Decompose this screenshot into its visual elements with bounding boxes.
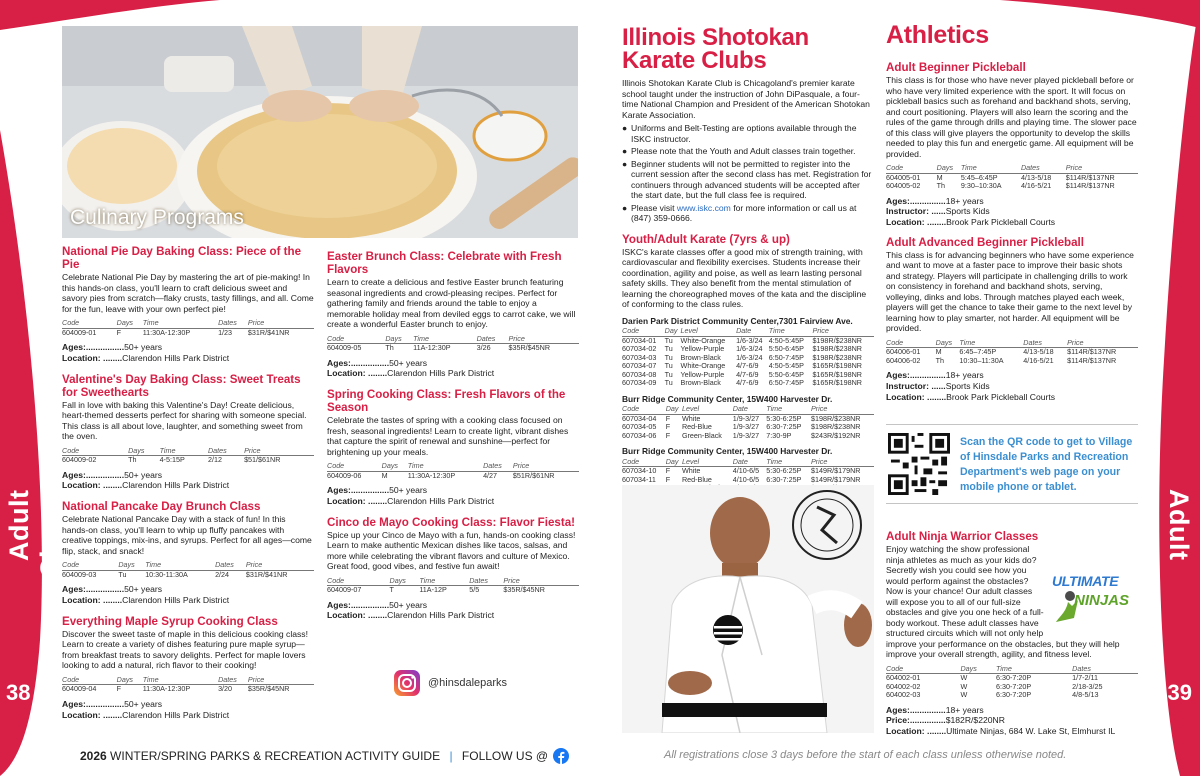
class-title: National Pie Day Baking Class: Piece of the Pie	[62, 245, 302, 271]
ninja-text-wrap	[886, 544, 1138, 660]
class-schedule-table: Code Days Time Dates Price 604009-07 T 11A-12P 5/5 $35R/$45NR	[327, 577, 579, 595]
class-description: Celebrate the tastes of spring with a cooking class focused on fresh, seasonal ingredients! Learn to create light, vibrant dishes that capture the spirit of renewal and sunshine—perfect for brightening up your meals.	[327, 415, 569, 457]
table-row: 607034-08 Tu Yellow-Purple 4/7-6/9 5:50-6:45P $165R/$198NR	[622, 369, 862, 379]
class-title: Valentine's Day Baking Class: Sweet Treats for Sweethearts	[62, 372, 301, 399]
table-row: 604009-03 Tu 10:30-11:30A 2/24 $31R/$41NR	[62, 569, 288, 579]
class-description: Learn to create a delicious and festive Easter brunch featuring seasonal ingredients and crowd-pleasing recipes. Perfect for gathering family and friends around the table to enjoy a memorable holiday meal from deviled eggs to carrot cake, we will create a wonderful Easter brunch to enjoy.	[327, 277, 576, 329]
class-description: This class is for those who have never played pickleball before or who have very limited experience with the sport. It will focus on pickleball basics such as forehand and backhand shots, serving, and court positioning. Players will also learn the scoring and the rules of the game through drills and playing time. The slower pace of this class will give players the opportunity to develop the skills needed to play this fun and energetic game. All equipment will be provided.	[886, 75, 1137, 159]
table-row: 607034-01 Tu White-Orange 1/6-3/24 4:50-5:45P $198R/$238NR	[622, 335, 862, 345]
left-side-band	[0, 0, 65, 776]
instagram-icon	[394, 670, 420, 696]
list-item: ● Beginner students will not be permitted to register into the current session after the second class has met. Registration for continuers through advanced students will be accepted after the start date, but the full class fee is required.	[622, 158, 872, 200]
class-title: Spring Cooking Class: Fresh Flavors of the Season	[327, 388, 566, 415]
ninja-logo-line2: NINJAS	[1074, 592, 1130, 609]
table-row: 604009-07 T 11A-12P 5/5 $35R/$45NR	[327, 585, 545, 595]
culinary-column-left	[62, 245, 314, 720]
karate-bullets	[622, 123, 874, 224]
table-row: 604002-03 W 6:30-7:20P 4/8-5/13	[886, 690, 1099, 699]
class-block	[327, 516, 579, 622]
table-row: 604005-01 M 5:45–6:45P 4/13-5/18 $114R/$137NR	[886, 172, 1115, 182]
karate-schedule-table: Code Day Level Date Time Price 607034-10 F White 4/10-6/5 5:30-6:25P $149R/$179NR 607034-11 F Red-Blue 4/10-6/5 6:30-7:25P $149R/$179NR	[622, 458, 874, 493]
class-block	[62, 500, 314, 606]
table-row: 607034-09 Tu Brown-Black 4/7-6/9 6:50-7:45P $165R/$198NR	[622, 378, 862, 387]
class-meta: Ages:...............18+ years Instructor: ......Sports Kids Location: ........Brook Park Pickleball Courts	[886, 195, 1056, 228]
table-row: 604009-01 F 11:30A-12:30P 1/23 $31R/$41NR	[62, 327, 290, 337]
qr-code-icon[interactable]	[888, 433, 950, 495]
table-row: 607034-11 F Red-Blue 4/10-6/5 6:30-7:25P $149R/$179NR	[622, 474, 861, 484]
class-schedule-table: Code Days Time Dates Price 604006-01 M 6:45–7:45P 4/13-5/18 $114R/$137NR 604006-02 Th 10:30–11:30A 4/16-5/21 $114R/$137NR	[886, 339, 1138, 366]
left-band-shape	[0, 0, 65, 776]
class-schedule-table: Code Days Time Dates Price 604009-05 Th 11A-12:30P 3/26 $35R/$45NR	[327, 335, 579, 353]
footer-guide-title: WINTER/SPRING PARKS & RECREATION ACTIVITY GUIDE	[106, 749, 441, 763]
athletics-title: Athletics	[886, 21, 989, 49]
class-description: Celebrate National Pie Day by mastering the art of pie-making! In this hands-on class, you'll learn to craft delicious sweet and savory pies from scratch—flaky crusts, tasty fillings, and all. Come for the fun, leave with your own perfect pie!	[62, 272, 314, 314]
page-number-left: 38	[6, 680, 31, 705]
class-block	[62, 615, 314, 721]
class-title: National Pancake Day Brunch Class	[62, 500, 261, 514]
qr-code-text: Scan the QR code to get to Village of Hinsdale Parks and Recreation Department's web page on your mobile phone or tablet.	[960, 436, 1133, 493]
class-description: Fall in love with baking this Valentine's Day! Create delicious, heart-themed desserts perfect for sharing with someone special. This class is all about love, laughter, and something sweet from the oven.	[62, 399, 307, 442]
karate-class-title: Youth/Adult Karate (7yrs & up)	[622, 232, 790, 246]
table-row: 604009-02 Th 4-5:15P 2/12 $51/$61NR	[62, 455, 281, 465]
table-row: 604006-02 Th 10:30–11:30A 4/16-5/21 $114R/$137NR	[886, 355, 1117, 365]
class-meta: Ages:...............18+ years Instructor: ......Sports Kids Location: ........Brook Park Pickleball Courts	[886, 370, 1056, 402]
karate-title: Illinois Shotokan Karate Clubs	[622, 24, 809, 74]
instagram-label: @hinsdaleparks	[428, 677, 508, 689]
class-title: Everything Maple Syrup Cooking Class	[62, 614, 278, 628]
class-block	[62, 245, 314, 364]
table-row: 604009-04 F 11:30A-12:30P 3/20 $35R/$45NR	[62, 684, 290, 694]
page-number-right: 39	[1167, 680, 1192, 705]
karate-location-title: Burr Ridge Community Center, 15W400 Harvester Dr.	[622, 393, 833, 404]
class-description: Celebrate National Pancake Day with a stack of fun! In this hands-on class, you'll learn to whip up fluffy pancakes with creative toppings, mix-ins, and syrups. Perfect for all ages—come flip, stack, and snack!	[62, 514, 312, 556]
class-schedule-table: Code Days Time Dates 604002-01 W 6:30-7:20P 1/7-2/11 604002-02 W 6:30-7:20P 2/18-3/25 604002-03 W 6:30-7:20P 4/8-5/13	[886, 665, 1138, 700]
culinary-section-title: Culinary Programs	[70, 206, 244, 229]
table-row: 607034-02 Tu Yellow-Purple 1/6-3/24 5:50-6:45P $198R/$238NR	[622, 344, 862, 353]
class-description: Discover the sweet taste of maple in this delicious cooking class! Learn to create a variety of dishes featuring pure maple syrup—from breakfast treats to savory delights. Perfect for maple lovers looking to add a natural, rich flavor to their cooking!	[62, 628, 308, 671]
class-schedule-table: Code Days Time Dates Price 604009-04 F 11:30A-12:30P 3/20 $35R/$45NR	[62, 676, 314, 694]
class-meta: Ages:................50+ years Location: ........Clarendon Hills Park District	[62, 342, 230, 363]
class-block	[327, 388, 579, 507]
footer-year: 2026	[80, 749, 107, 763]
karate-intro: Illinois Shotokan Karate Club is Chicagoland's premier karate school taught under the instruction of John DiPasquale, a four-time National Champion and President of the American Shotokan Karate Association.	[622, 78, 870, 120]
ninja-logo-line1: ULTIMATE	[1052, 573, 1119, 589]
table-row: 607034-04 F White 1/9-3/27 5:30-6:25P $198R/$238NR	[622, 413, 861, 423]
table-row: 604005-02 Th 9:30–10:30A 4/16-5/21 $114R/$137NR	[886, 181, 1115, 190]
class-meta: Ages:................50+ years Location: ........Clarendon Hills Park District	[62, 469, 230, 491]
list-item: ● Please visit www.iskc.com for more information or call us at (847) 359-0666.	[622, 202, 857, 223]
class-schedule-table: Code Days Time Dates Price 604009-01 F 11:30A-12:30P 1/23 $31R/$41NR	[62, 319, 314, 337]
class-meta: Ages:................50+ years Location: ........Clarendon Hills Park District	[62, 584, 230, 605]
table-row: 604002-02 W 6:30-7:20P 2/18-3/25	[886, 681, 1103, 691]
list-item: ● Uniforms and Belt-Testing are options available through the ISKC instructor.	[622, 123, 857, 144]
karate-schedule-table: Code Day Level Date Time Price 607034-01 Tu White-Orange 1/6-3/24 4:50-5:45P $198R/$238NR 607034-02 Tu Yellow-Purple 1/6-3/24 5:50-6:45P $198R/$238NR 607034-03 Tu Brown-Black 1/6-3/24 6:50-7:45P $198R/$238NR 607034-07 Tu White-Orange 4/7-6/9 4:50-5:45P $165R/$198NR 607034-08 Tu Yellow-Purple 4/7-6/9 5:50-6:45P $165R/$198NR 607034-09 Tu Brown-Black 4/7-6/9 6:50-7:45P $165R/$198NR	[622, 327, 874, 388]
class-schedule-table: Code Days Time Dates Price 604009-06 M 11:30A-12:30P 4/27 $51R/$61NR	[327, 462, 579, 480]
class-meta: Ages:................50+ years Location: ........Clarendon Hills Park District	[62, 698, 230, 720]
table-row: 604006-01 M 6:45–7:45P 4/13-5/18 $114R/$137NR	[886, 347, 1117, 357]
right-band-shape	[1133, 0, 1200, 776]
right-side-band	[1133, 0, 1200, 776]
karate-location-title: Burr Ridge Community Center, 15W400 Harvester Dr.	[622, 446, 833, 456]
karate-schedule-table: Code Day Level Date Time Price 607034-04 F White 1/9-3/27 5:30-6:25P $198R/$238NR 607034-05 F Red-Blue 1/9-3/27 6:30-7:25P $198R/$238NR 607034-06 F Green-Black 1/9-3/27 7:30-9P $243R/$192NR	[622, 405, 874, 440]
table-row: 604002-01 W 6:30-7:20P 1/7-2/11	[886, 673, 1098, 682]
class-meta: Ages:................50+ years Location: ........Clarendon Hills Park District	[327, 599, 495, 621]
ninja-section	[886, 530, 1138, 737]
karate-class-description: ISKC's karate classes offer a good mix of strength training, with cardiovascular and flexibility exercises. Students increase their coordination, agility and poise, as well as learn lasting personal safety skills. They also benefit from the mental stimulation of learning the choreographed moves of the kata and the discipline of conforming to the class rules.	[622, 246, 867, 309]
culinary-column-right	[327, 250, 579, 621]
karate-column	[622, 26, 874, 493]
class-block	[62, 373, 314, 492]
qr-code-box	[886, 424, 1138, 504]
iskc-link[interactable]: www.iskc.com	[676, 202, 731, 213]
instagram-handle[interactable]	[394, 670, 507, 696]
class-description: Enjoy watching the show professional ninja athletes as much as your kids do? Secretly wish you could see how you would perform against the obstacles? Now is your chance! Our adult classes will expose you to all of our full-size obstacles and give you one heck of a full-body workout. These adult classes have structured circuits which will not only help improve your performance on the obstacles, but they will help improve your overall strength, agility, and fitness level.	[886, 544, 1120, 659]
class-title: Adult Beginner Pickleball	[886, 61, 1026, 74]
class-meta: Ages:...............18+ years Price:...............$182R/$220NR Location: ........Ultimate Ninjas, 684 W. Lake St, Elmhurst IL	[886, 704, 1116, 737]
class-title: Adult Advanced Beginner Pickleball	[886, 235, 1084, 249]
athletics-column	[886, 21, 1138, 403]
table-row: 604009-05 Th 11A-12:30P 3/26 $35R/$45NR	[327, 343, 551, 352]
footer-follow: FOLLOW US @	[461, 749, 549, 763]
table-row: 604009-06 M 11:30A-12:30P 4/27 $51R/$61NR	[327, 470, 555, 480]
table-row: 607034-07 Tu White-Orange 4/7-6/9 4:50-5:45P $165R/$198NR	[622, 361, 862, 370]
left-side-label: Adult Classes	[4, 472, 65, 578]
karate-instructor-photo	[622, 485, 874, 733]
class-title: Adult Ninja Warrior Classes	[886, 530, 1039, 543]
table-row: 607034-10 F White 4/10-6/5 5:30-6:25P $149R/$179NR	[622, 466, 861, 475]
footer-note: All registrations close 3 days before the start of each class unless otherwise noted.	[664, 749, 1067, 761]
ultimate-ninjas-logo	[1050, 572, 1138, 634]
footer-guide: 2026 WINTER/SPRING PARKS & RECREATION ACTIVITY GUIDE | FOLLOW US @	[80, 748, 569, 764]
karate-image	[622, 485, 874, 733]
table-row: 607034-06 F Green-Black 1/9-3/27 7:30-9P $243R/$192NR	[622, 430, 861, 440]
class-description: Spice up your Cinco de Mayo with a fun, hands-on cooking class! Learn to make authentic Mexican dishes like tacos, salsas, and more while celebrating the vibrant flavors and culture of Mexico. Great food, good vibes, and festive fun await!	[327, 529, 576, 572]
list-item: ● Please note that the Youth and Adult classes train together.	[622, 146, 856, 156]
table-row: 607034-03 Tu Brown-Black 1/6-3/24 6:50-7:45P $198R/$238NR	[622, 352, 862, 362]
right-side-label: Adult Classes	[1133, 472, 1194, 578]
table-row: 607034-05 F Red-Blue 1/9-3/27 6:30-7:25P $198R/$238NR	[622, 422, 861, 431]
facebook-icon[interactable]	[553, 748, 569, 764]
class-schedule-table: Code Days Time Dates Price 604005-01 M 5:45–6:45P 4/13-5/18 $114R/$137NR 604005-02 Th 9:30–10:30A 4/16-5/21 $114R/$137NR	[886, 164, 1138, 191]
class-meta: Ages:................50+ years Location: ........Clarendon Hills Park District	[327, 357, 495, 379]
karate-location-title: Darien Park District Community Center,7301 Fairview Ave.	[622, 315, 853, 326]
class-description: This class is for advancing beginners who have some experience and want to move at a faster pace to improve their basic shots and strategy. Players will participate in challenging drills to work on consistency in forehand and backhand shots, serving, volleying, dinks and lobs. Through matches played each week, players will get the chance to take their game to the next level by learning how to play smarter, not harder. All equipment will be provided.	[886, 249, 1134, 334]
class-schedule-table: Code Days Time Dates Price 604009-02 Th 4-5:15P 2/12 $51/$61NR	[62, 447, 314, 465]
class-meta: Ages:................50+ years Location: ........Clarendon Hills Park District	[327, 485, 495, 506]
class-title: Easter Brunch Class: Celebrate with Fresh Flavors	[327, 250, 562, 276]
class-title: Cinco de Mayo Cooking Class: Flavor Fiesta!	[327, 515, 576, 529]
class-block	[327, 250, 579, 379]
class-schedule-table: Code Days Time Dates Price 604009-03 Tu 10:30-11:30A 2/24 $31R/$41NR	[62, 561, 314, 579]
